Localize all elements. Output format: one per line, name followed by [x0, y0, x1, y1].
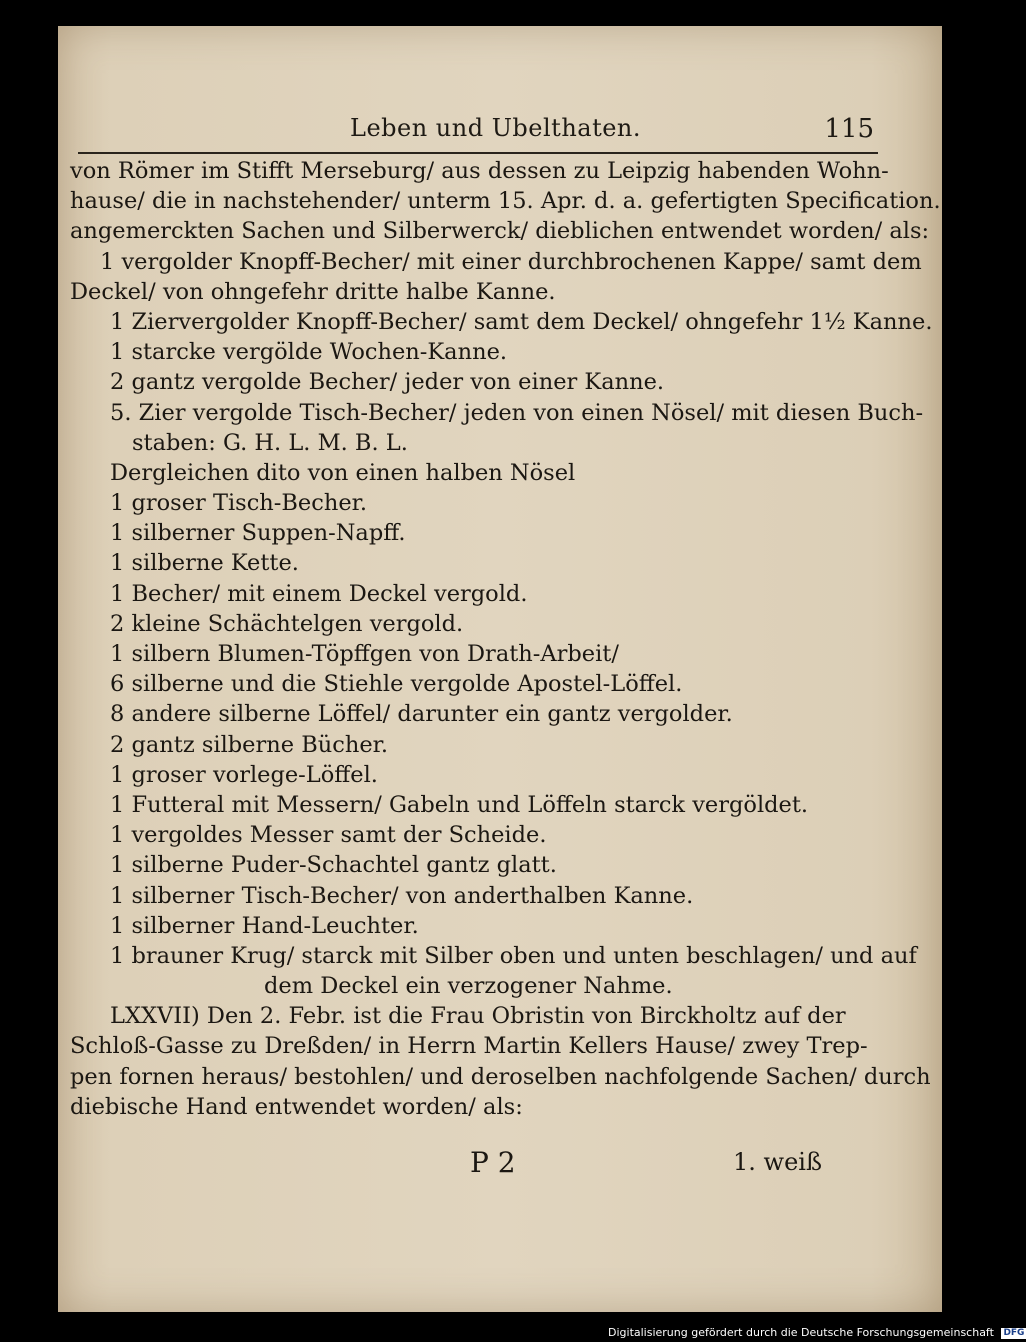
catchword: 1. weiß	[733, 1148, 822, 1176]
text-line: 8 andere silberne Löffel/ darunter ein gantz vergolder.	[110, 701, 733, 728]
text-line: 2 kleine Schächtelgen vergold.	[110, 610, 464, 637]
text-line: dem Deckel ein verzogener Nahme.	[264, 973, 673, 1000]
text-line: diebische Hand entwendet worden/ als:	[70, 1093, 523, 1120]
text-line: von Römer im Stifft Merseburg/ aus dessen zu Leipzig habenden Wohn-	[70, 158, 889, 184]
text-line: Deckel/ von ohngefehr dritte halbe Kanne.	[70, 278, 556, 305]
signature-mark: P 2	[470, 1146, 516, 1179]
running-title: Leben und Ubelthaten.	[350, 114, 642, 142]
text-line: 1 brauner Krug/ starck mit Silber oben und unten beschlagen/ und auf	[110, 942, 917, 969]
text-line: staben: G. H. L. M. B. L.	[132, 429, 408, 456]
text-line: 2 gantz vergolde Becher/ jeder von einer Kanne.	[110, 369, 665, 396]
text-line: 5. Zier vergolde Tisch-Becher/ jeden von einen Nösel/ mit diesen Buch-	[110, 399, 924, 426]
dfg-logo: DFG	[1003, 1327, 1025, 1338]
body-text	[70, 156, 941, 1122]
text-line: 1 groser vorlege-Löffel.	[110, 761, 378, 788]
text-line: 1 groser Tisch-Becher.	[110, 490, 368, 517]
text-line: 2 gantz silberne Bücher.	[110, 731, 389, 758]
text-line: 1 vergolder Knopff-Becher/ mit einer durchbrochenen Kappe/ samt dem	[100, 248, 922, 275]
text-line: Schloß-Gasse zu Dreßden/ in Herrn Martin Kellers Hause/ zwey Trep-	[70, 1033, 868, 1060]
running-header	[78, 112, 878, 154]
footer-text: Digitalisierung gefördert durch die Deutsche Forschungsgemeinschaft	[608, 1326, 994, 1339]
text-line: 1 silberne Puder-Schachtel gantz glatt.	[110, 852, 557, 879]
text-line: 1 Becher/ mit einem Deckel vergold.	[110, 580, 528, 607]
text-line: 1 silberner Suppen-Napff.	[110, 520, 406, 547]
text-line: 1 Ziervergolder Knopff-Becher/ samt dem Deckel/ ohngefehr 1½ Kanne.	[110, 308, 933, 335]
text-line: Dergleichen dito von einen halben Nösel	[110, 459, 576, 486]
text-line: hause/ die in nachstehender/ unterm 15. Apr. d. a. gefertigten Specification.	[70, 188, 941, 215]
text-line: 1 Futteral mit Messern/ Gabeln und Löffeln starck vergöldet.	[110, 791, 809, 818]
text-line: 1 silberner Tisch-Becher/ von anderthalben Kanne.	[110, 882, 694, 909]
text-line: 1 vergoldes Messer samt der Scheide.	[110, 822, 547, 849]
text-line: angemerckten Sachen und Silberwerck/ dieblichen entwendet worden/ als:	[70, 218, 930, 245]
text-line: 6 silberne und die Stiehle vergolde Apostel-Löffel.	[110, 671, 683, 698]
text-line: 1 silbern Blumen-Töpffgen von Drath-Arbeit/	[110, 641, 619, 667]
text-line: LXXVII) Den 2. Febr. ist die Frau Obristin von Birckholtz auf der	[110, 1003, 846, 1030]
footer-credit	[608, 1326, 1026, 1339]
book-page	[58, 26, 942, 1312]
text-line: 1 silberner Hand-Leuchter.	[110, 912, 419, 939]
text-line: pen fornen heraus/ bestohlen/ und deroselben nachfolgende Sachen/ durch	[70, 1063, 931, 1090]
page-number: 115	[824, 114, 874, 144]
text-line: 1 starcke vergölde Wochen-Kanne.	[110, 339, 508, 366]
text-line: 1 silberne Kette.	[110, 550, 299, 577]
